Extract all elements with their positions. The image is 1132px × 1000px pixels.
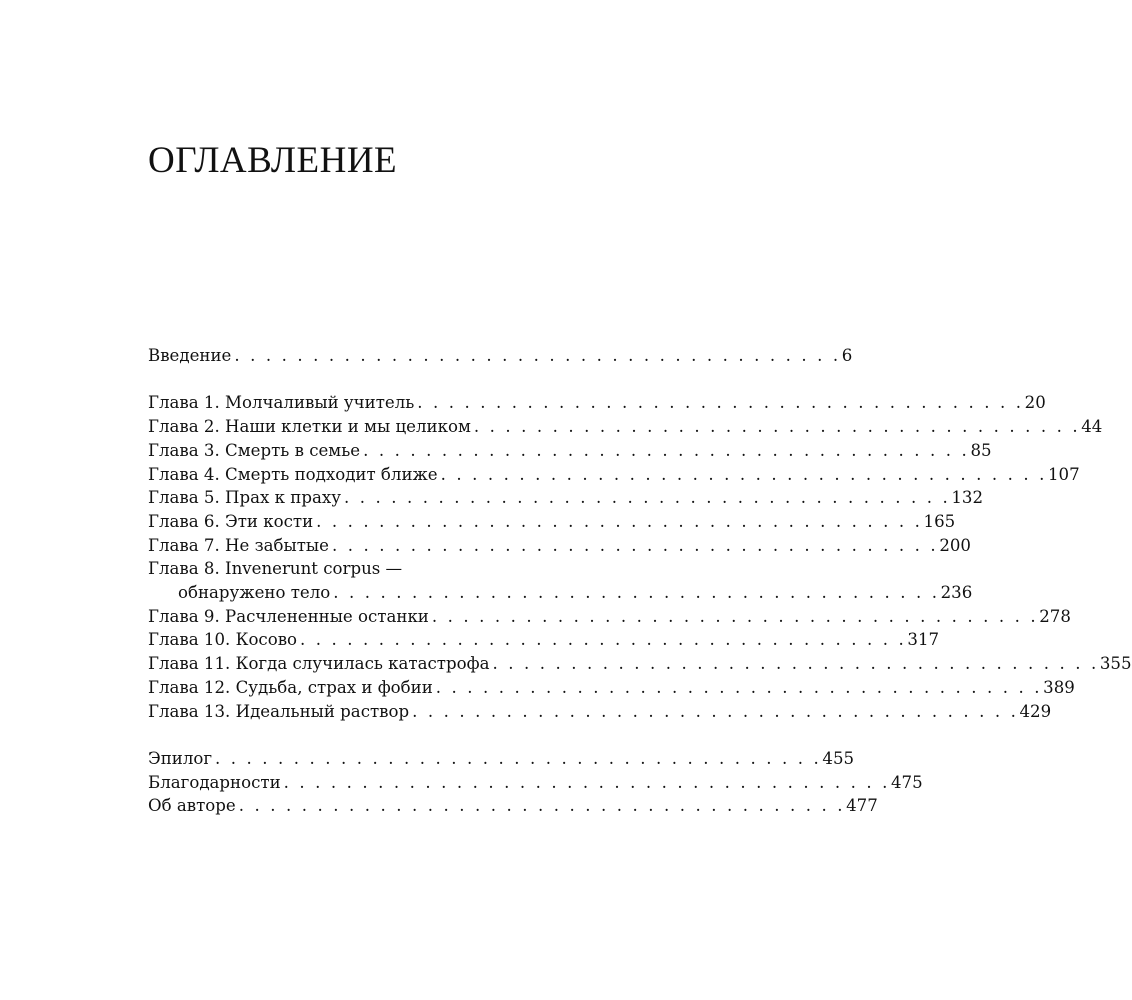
dot-leader: . . . . . . . . . . . . . . . . . . . . . . . . . . . . . . . . . . . . . . . (333, 583, 940, 603)
toc-entry-chapter-6[interactable] (148, 510, 956, 534)
dot-leader: . . . . . . . . . . . . . . . . . . . . . . . . . . . . . . . . . . . . . . . (431, 606, 1039, 626)
toc-entry-label: Глава 2. Наши клетки и мы целиком (148, 417, 471, 437)
dot-leader: . . . . . . . . . . . . . . . . . . . . . . . . . . . . . . . . . . . . . . . (473, 417, 1081, 437)
toc-entry-label: Глава 9. Расчлененные останки (148, 606, 429, 626)
dot-leader: . . . . . . . . . . . . . . . . . . . . . . . . . . . . . . . . . . . . . . . (440, 464, 1047, 484)
toc-entry-label: Эпилог (148, 748, 213, 768)
toc-entry-page: 317 (907, 630, 940, 650)
dot-leader: . . . . . . . . . . . . . . . . . . . . . . . . . . . . . . . . . . . . . . . (417, 393, 1024, 413)
toc-entry-label: Введение (148, 346, 232, 365)
toc-entry-label: Глава 11. Когда случилась катастрофа (148, 654, 490, 674)
toc-entry-chapter-1[interactable] (148, 391, 1046, 415)
dot-leader: . . . . . . . . . . . . . . . . . . . . . . . . . . . . . . . . . . . . . . . (215, 748, 822, 768)
dot-leader: . . . . . . . . . . . . . . . . . . . . . . . . . . . . . . . . . . . . . . . (412, 701, 1019, 721)
toc-entry-page: 278 (1039, 606, 1071, 626)
toc-entry-label-continuation: обнаружено тело (178, 583, 331, 603)
toc-entry-about-author[interactable] (148, 794, 878, 818)
toc-entry-page: 236 (940, 583, 973, 603)
toc-entry-label: Глава 10. Косово (148, 630, 298, 650)
toc-entry-chapter-12[interactable] (148, 676, 1075, 700)
dot-leader: . . . . . . . . . . . . . . . . . . . . . . . . . . . . . . . . . . . . . . . (344, 488, 951, 508)
toc-entry-page: 44 (1081, 417, 1103, 437)
dot-leader: . . . . . . . . . . . . . . . . . . . . . . . . . . . . . . . . . . . . . . . (300, 630, 907, 650)
toc-entry-label: Глава 5. Прах к праху (148, 488, 341, 508)
toc-entry-page: 389 (1043, 677, 1075, 697)
toc-entry-label: Глава 12. Судьба, страх и фобии (148, 677, 433, 697)
toc-entry-chapter-10[interactable] (148, 628, 940, 652)
toc-entry-acknowledgements[interactable] (148, 771, 923, 795)
toc-entry-epilogue[interactable] (148, 747, 855, 771)
toc-chapters-group (148, 391, 1132, 723)
dot-leader: . . . . . . . . . . . . . . . . . . . . . . . . . . . . . . . . . . . . . . . (283, 772, 890, 792)
toc-entry-chapter-2[interactable] (148, 415, 1103, 439)
toc-entry-chapter-3[interactable] (148, 439, 992, 463)
table-of-contents (148, 344, 1132, 818)
toc-entry-page: 475 (891, 772, 923, 792)
page-title: ОГЛАВЛЕНИЕ (148, 140, 398, 181)
toc-entry-label: Глава 8. Invenerunt corpus — (148, 559, 403, 579)
toc-entry-page: 85 (970, 440, 992, 460)
toc-entry-chapter-5[interactable] (148, 486, 984, 510)
dot-leader: . . . . . . . . . . . . . . . . . . . . . . . . . . . . . . . . . . . . . . . (316, 511, 923, 531)
toc-entry-page: 107 (1047, 464, 1080, 484)
toc-back-matter-group (148, 747, 923, 818)
toc-entry-chapter-4[interactable] (148, 463, 1080, 487)
toc-entry-label: Глава 3. Смерть в семье (148, 440, 361, 460)
toc-entry-chapter-9[interactable] (148, 605, 1071, 629)
dot-leader: . . . . . . . . . . . . . . . . . . . . . . . . . . . . . . . . . . . . . . . (435, 677, 1043, 697)
toc-entry-page: 355 (1099, 654, 1132, 674)
dot-leader: . . . . . . . . . . . . . . . . . . . . . . . . . . . . . . . . . . . . . . . (331, 535, 939, 555)
toc-entry-page: 429 (1019, 701, 1052, 721)
dot-leader: . . . . . . . . . . . . . . . . . . . . . . . . . . . . . . . . . . . . . . . (234, 346, 841, 365)
toc-entry-label: Глава 4. Смерть подходит ближе (148, 464, 438, 484)
toc-entry-page: 6 (841, 346, 853, 365)
toc-entry-page: 200 (939, 535, 971, 555)
toc-entry-page: 20 (1024, 393, 1046, 413)
toc-entry-label: Глава 13. Идеальный раствор (148, 701, 410, 721)
toc-entry-label: Глава 1. Молчаливый учитель (148, 393, 415, 413)
toc-entry-label: Об авторе (148, 796, 236, 816)
toc-entry-introduction[interactable] (148, 344, 853, 368)
toc-entry-page: 165 (923, 511, 956, 531)
dot-leader: . . . . . . . . . . . . . . . . . . . . . . . . . . . . . . . . . . . . . . . (492, 654, 1099, 674)
toc-entry-page: 455 (822, 748, 855, 768)
toc-entry-label: Благодарности (148, 772, 281, 792)
toc-entry-label: Глава 6. Эти кости (148, 511, 314, 531)
toc-intro-group (148, 344, 853, 368)
toc-entry-chapter-13[interactable] (148, 700, 1052, 724)
toc-entry-chapter-7[interactable] (148, 534, 971, 558)
toc-entry-page: 477 (846, 796, 878, 816)
toc-entry-label: Глава 7. Не забытые (148, 535, 329, 555)
toc-entry-continuation (148, 581, 973, 605)
toc-entry-chapter-11[interactable] (148, 652, 1132, 676)
toc-entry-chapter-8[interactable] (148, 557, 973, 604)
dot-leader: . . . . . . . . . . . . . . . . . . . . . . . . . . . . . . . . . . . . . . . (238, 796, 846, 816)
toc-entry-page: 132 (951, 488, 984, 508)
dot-leader: . . . . . . . . . . . . . . . . . . . . . . . . . . . . . . . . . . . . . . . (363, 440, 970, 460)
